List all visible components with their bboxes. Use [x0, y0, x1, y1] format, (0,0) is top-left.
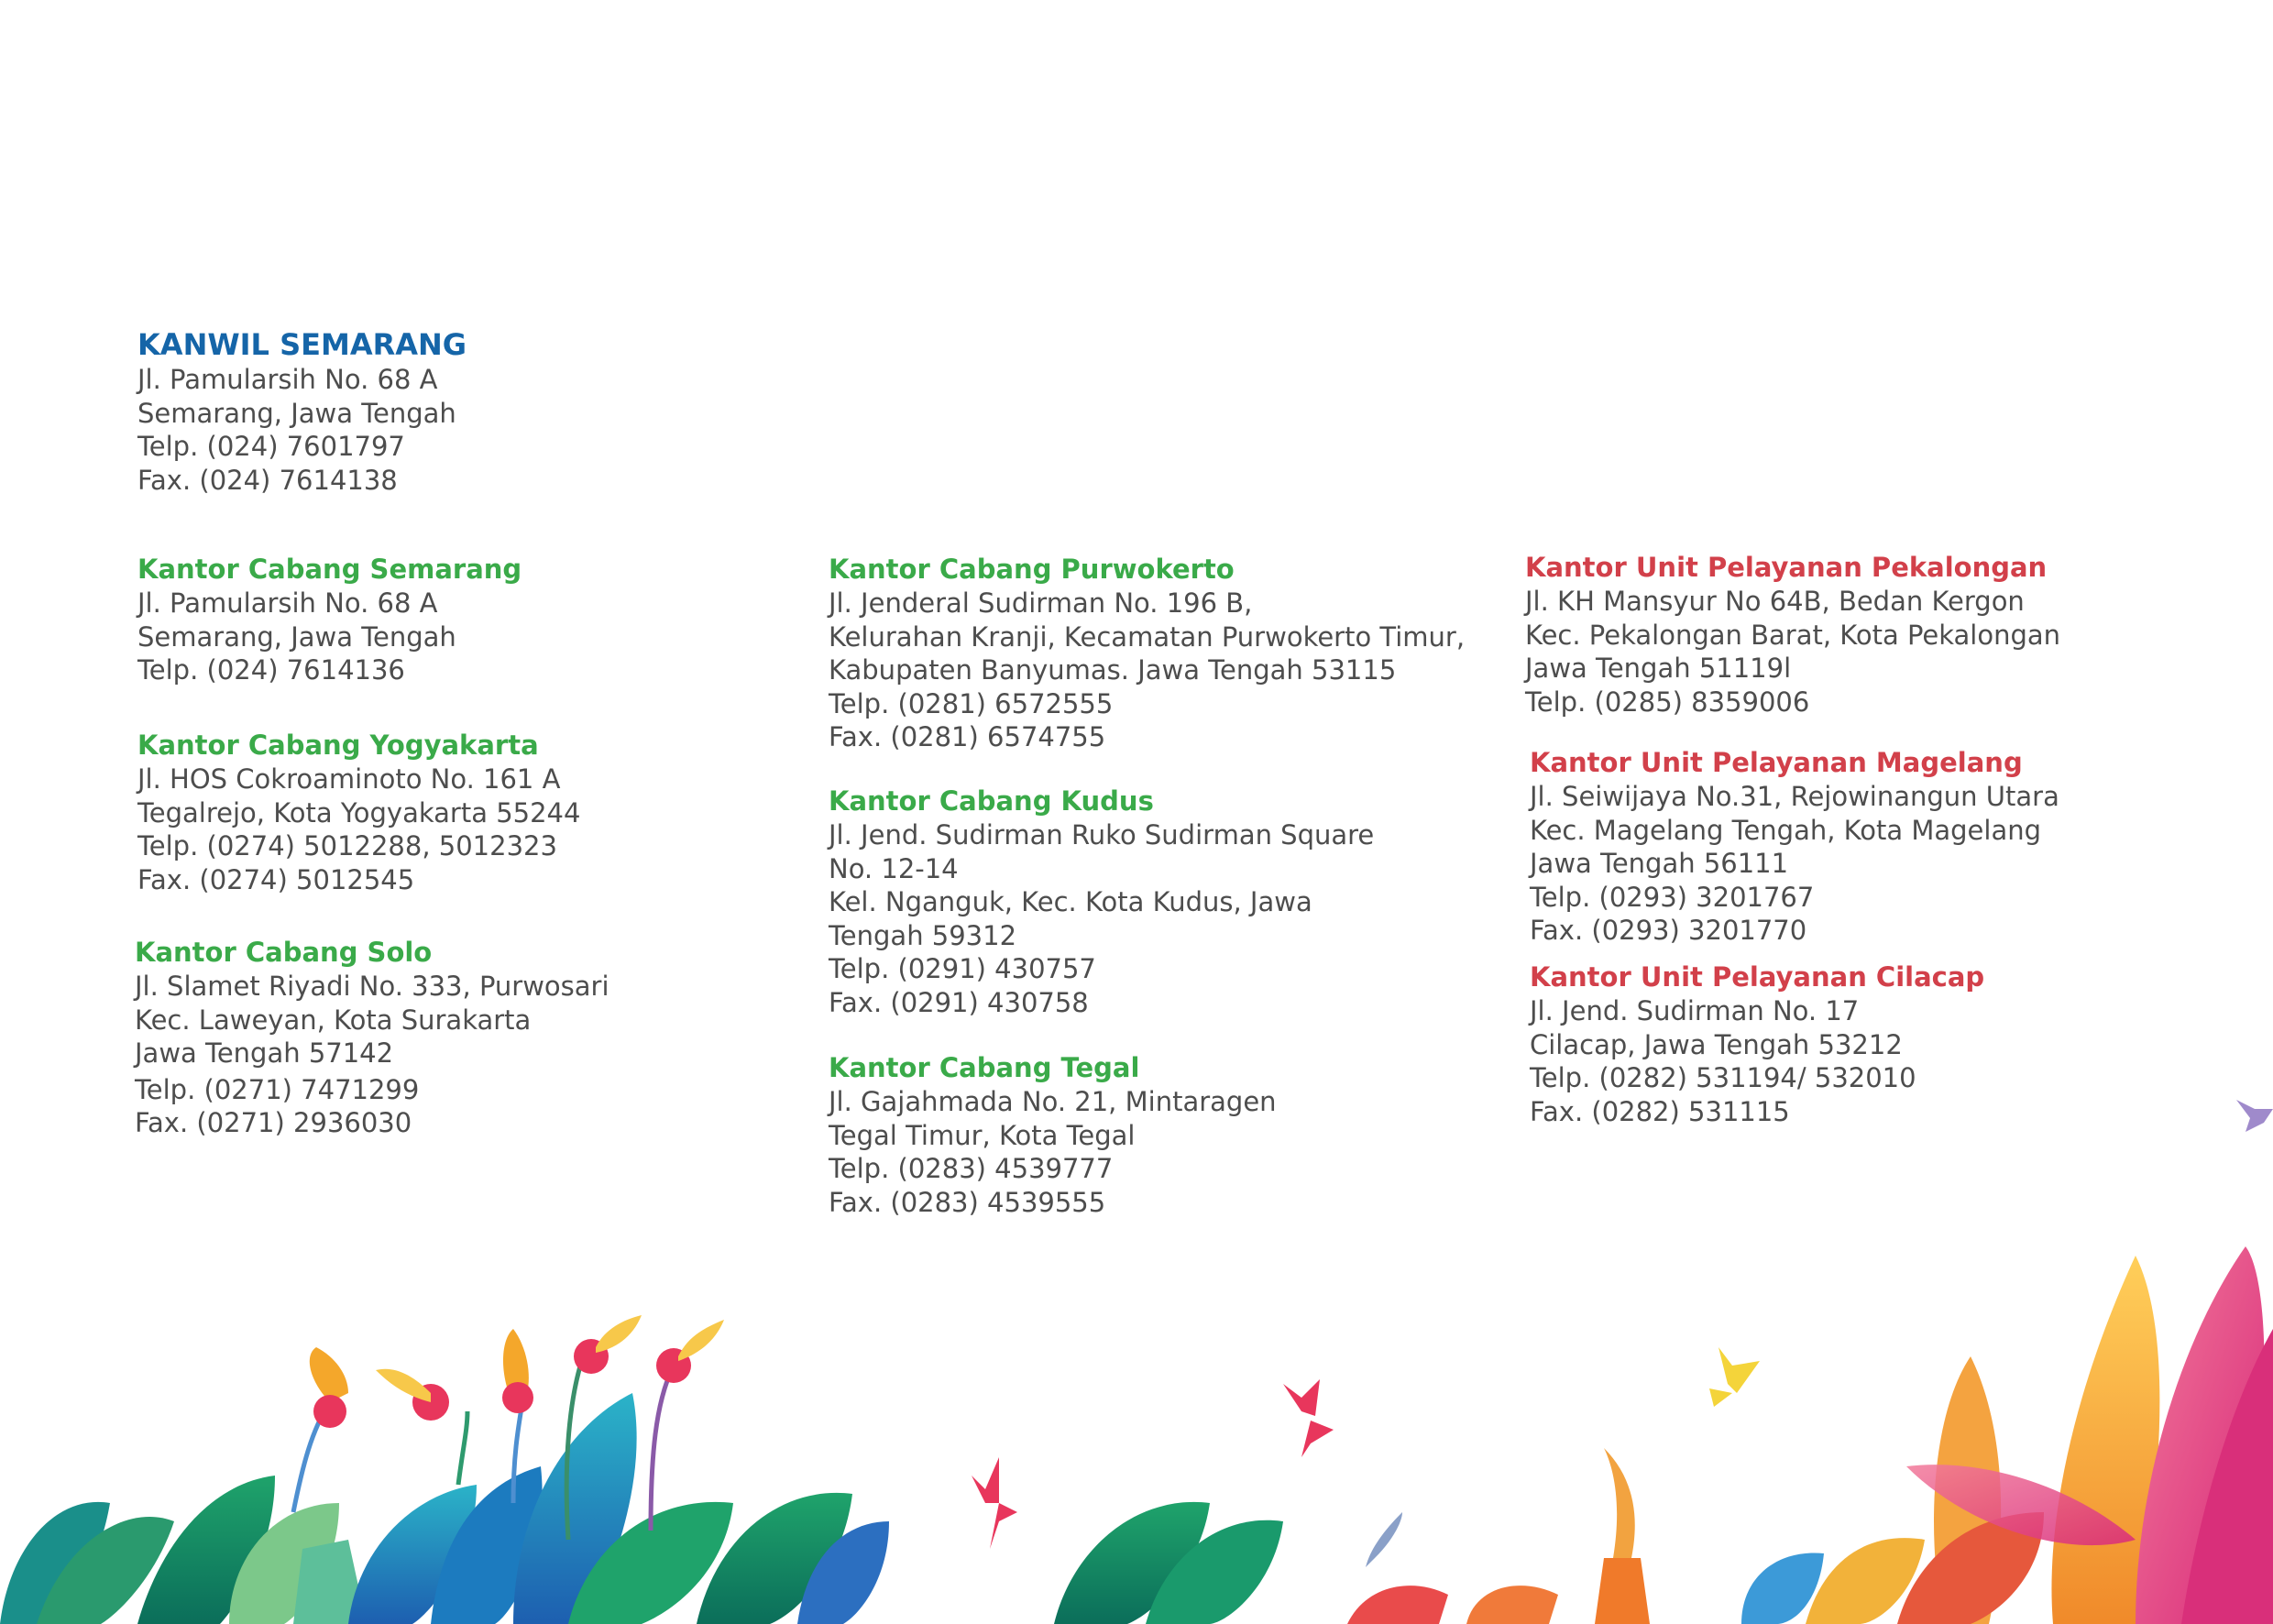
phone-line: Telp. (0283) 4539777 [829, 1153, 1114, 1184]
address-line: Jl. Gajahmada No. 21, Mintaragen [829, 1086, 1277, 1117]
office-title: Kantor Unit Pelayanan Magelang [1530, 747, 2023, 778]
address-line: Jl. Seiwijaya No.31, Rejowinangun Utara [1530, 781, 2059, 812]
left-foliage [0, 1393, 889, 1624]
fax-line: Fax. (024) 7614138 [137, 464, 398, 496]
fax-line: Fax. (0282) 531115 [1530, 1095, 1790, 1127]
phone-line: Telp. (0282) 531194/ 532010 [1530, 1062, 1916, 1093]
address-line: Tengah 59312 [829, 919, 1017, 951]
address-line: Jl. KH Mansyur No 64B, Bedan Kergon [1525, 586, 2025, 617]
fax-line: Fax. (0281) 6574755 [829, 721, 1106, 752]
address-line: Kec. Magelang Tengah, Kota Magelang [1530, 814, 2042, 846]
address-line: Kabupaten Banyumas. Jawa Tengah 53115 [829, 654, 1397, 686]
phone-line: Telp. (0271) 7471299 [135, 1073, 420, 1105]
address-line: Cilacap, Jawa Tengah 53212 [1530, 1028, 1903, 1060]
office-title: Kantor Cabang Yogyakarta [137, 730, 539, 761]
right-foliage [1595, 1246, 2273, 1624]
office-title: Kantor Cabang Kudus [829, 785, 1154, 817]
office-title: Kantor Cabang Solo [135, 937, 433, 968]
office-title: Kantor Cabang Purwokerto [829, 554, 1235, 585]
address-line: Jl. HOS Cokroaminoto No. 161 A [137, 763, 561, 795]
address-line: Tegalrejo, Kota Yogyakarta 55244 [137, 796, 581, 828]
office-title: Kantor Cabang Tegal [829, 1052, 1140, 1083]
address-line: Jl. Slamet Riyadi No. 333, Purwosari [135, 971, 609, 1002]
phone-line: Telp. (024) 7601797 [137, 431, 405, 462]
address-line: Jawa Tengah 57142 [135, 1037, 394, 1069]
phone-line: Telp. (0291) 430757 [829, 953, 1096, 984]
address-line: Kec. Pekalongan Barat, Kota Pekalongan [1525, 619, 2061, 651]
address-line: Kec. Laweyan, Kota Surakarta [135, 1004, 532, 1036]
address-line: No. 12-14 [829, 852, 959, 884]
fax-line: Fax. (0291) 430758 [829, 986, 1089, 1018]
fax-line: Fax. (0283) 4539555 [829, 1186, 1106, 1218]
address-line: Semarang, Jawa Tengah [137, 397, 456, 429]
phone-line: Telp. (0293) 3201767 [1530, 881, 1815, 913]
address-line: Jl. Jend. Sudirman No. 17 [1530, 995, 1860, 1026]
address-line: Kel. Nganguk, Kec. Kota Kudus, Jawa [829, 886, 1312, 917]
phone-line: Telp. (0285) 8359006 [1525, 686, 1810, 718]
address-line: Tegal Timur, Kota Tegal [829, 1119, 1136, 1151]
phone-line: Telp. (0281) 6572555 [829, 687, 1114, 719]
office-title: Kantor Cabang Semarang [137, 554, 522, 585]
address-line: Jawa Tengah 56111 [1530, 848, 1789, 879]
address-line: Semarang, Jawa Tengah [137, 620, 456, 653]
phone-line: Telp. (024) 7614136 [137, 654, 405, 686]
address-line: Jawa Tengah 51119l [1525, 653, 1792, 684]
office-title: Kantor Unit Pelayanan Cilacap [1530, 961, 1985, 993]
fax-line: Fax. (0271) 2936030 [135, 1107, 412, 1138]
address-line: Jl. Pamularsih No. 68 A [137, 587, 438, 619]
fax-line: Fax. (0274) 5012545 [137, 863, 415, 895]
kanwil-title: KANWIL SEMARANG [137, 327, 467, 362]
address-line: Jl. Pamularsih No. 68 A [137, 364, 438, 395]
center-foliage [1054, 1502, 1558, 1624]
phone-line: Telp. (0274) 5012288, 5012323 [137, 830, 557, 861]
office-title: Kantor Unit Pelayanan Pekalongan [1525, 552, 2048, 583]
address-line: Jl. Jend. Sudirman Ruko Sudirman Square [829, 819, 1375, 850]
address-line: Jl. Jenderal Sudirman No. 196 B, [829, 587, 1253, 619]
address-line: Kelurahan Kranji, Kecamatan Purwokerto Timur, [829, 620, 1466, 653]
fax-line: Fax. (0293) 3201770 [1530, 915, 1807, 946]
